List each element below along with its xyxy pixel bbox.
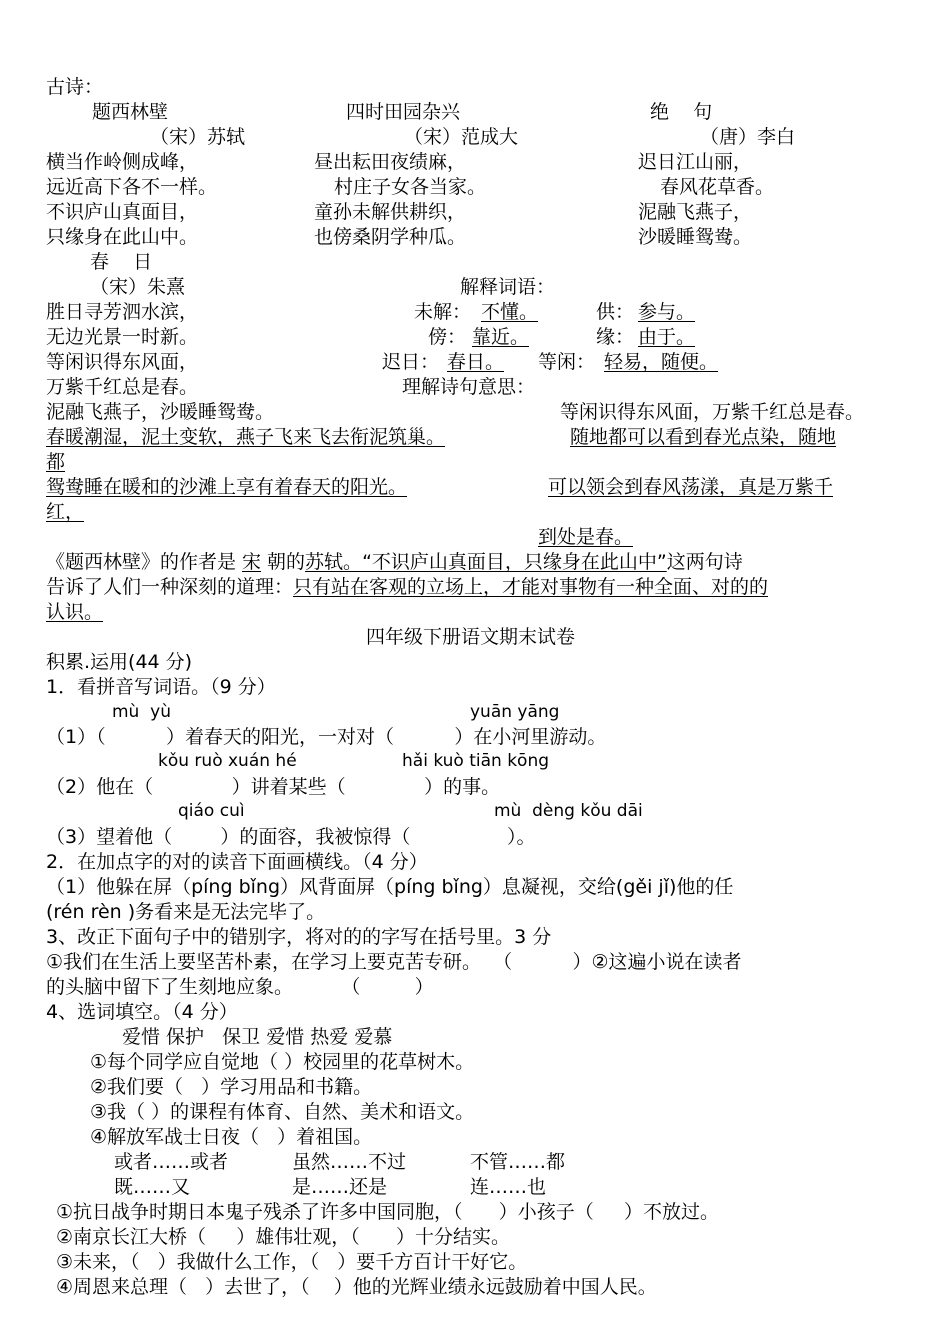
vocab-answer: 不懂。 xyxy=(481,301,539,323)
meaning-right-answer: 到处是春。 xyxy=(538,526,634,548)
poem-line: 万紫千红总是春。 xyxy=(46,376,199,398)
poem-line: 昼出耘田夜绩麻， xyxy=(314,151,467,173)
vocab-label: 缘： xyxy=(596,326,635,348)
conjunction: 虽然……不过 xyxy=(292,1151,407,1173)
poem-line: 不识庐山真面目， xyxy=(46,201,199,223)
pinyin: kǒu ruò xuán hé xyxy=(158,751,297,771)
q1-sentence-2: （2）他在（ ）讲着某些（ ）的事。 xyxy=(46,776,501,798)
meaning-answer-wrap: 红， xyxy=(46,501,85,523)
vocab-label: 傍： xyxy=(428,326,467,348)
q3-heading: 3、改正下面句子中的错别字，将对的的字写在括号里。3 分 xyxy=(46,926,552,948)
poem-line: 春风花草香。 xyxy=(660,176,775,198)
poem-line: 迟日江山丽， xyxy=(638,151,753,173)
poem-line: 只缘身在此山中。 xyxy=(46,226,199,248)
meaning-right-line: 等闲识得东风面，万紫千红总是春。 xyxy=(560,401,865,423)
poem-author-3: （唐）李白 xyxy=(700,126,796,148)
poem-line: 沙暖睡鸳鸯。 xyxy=(638,226,753,248)
poem-author-2: （宋）范成大 xyxy=(404,126,519,148)
poem-line: 村庄子女各当家。 xyxy=(334,176,487,198)
q2-line-1: （1）他躲在屏（píng bǐng）风背面屏（píng bǐng）息凝视，交给(gěi jǐ)他的任 xyxy=(46,876,734,898)
qa-line-3: 认识。 xyxy=(46,601,104,623)
q4-item: ②我们要（ ）学习用品和书籍。 xyxy=(90,1076,373,1098)
conjunction: 既……又 xyxy=(114,1176,191,1198)
poem-line: 胜日寻芳泗水滨， xyxy=(46,301,199,323)
q4-item: ③我（ ）的课程有体育、自然、美术和语文。 xyxy=(90,1101,475,1123)
q1-sentence-1: （1）（ ）着春天的阳光，一对对（ ）在小河里游动。 xyxy=(46,726,607,748)
pinyin: qiáo cuì xyxy=(178,801,245,821)
meaning-left-answer: 春暖潮湿，泥土变软，燕子飞来飞去衔泥筑巢。 xyxy=(46,426,446,448)
poem-title-3: 绝 句 xyxy=(650,101,713,123)
conjunction: 不管……都 xyxy=(470,1151,566,1173)
q4-heading: 4、选词填空。（4 分） xyxy=(46,1001,238,1023)
section-heading: 积累.运用(44 分) xyxy=(46,651,193,673)
vocab-label: 等闲： xyxy=(538,351,596,373)
vocab-answer: 春日。 xyxy=(447,351,505,373)
poem-title-1: 题西林壁 xyxy=(92,101,169,123)
q3-line-2: 的头脑中留下了生刻地应象。 （ ） xyxy=(46,976,434,998)
q4-item: ④解放军战士日夜（ ）着祖国。 xyxy=(90,1126,373,1148)
q3-line-1: ①我们在生活上要坚苦朴素，在学习上要克苦专研。 （ ）②这遍小说在读者 xyxy=(46,951,742,973)
intro-label: 古诗： xyxy=(46,76,104,98)
pinyin: mù yù xyxy=(112,702,171,722)
vocab-heading: 解释词语： xyxy=(460,276,556,298)
poem-line: 无边光景一时新。 xyxy=(46,326,199,348)
poem-line: 童孙未解供耕织， xyxy=(314,201,467,223)
q1-heading: 1．看拼音写词语。（9 分） xyxy=(46,676,276,698)
pinyin: hǎi kuò tiān kōng xyxy=(402,751,550,771)
poem-author-1: （宋）苏轼 xyxy=(150,126,246,148)
conjunction: 或者……或者 xyxy=(114,1151,229,1173)
q4-item: ①每个同学应自觉地（ ）校园里的花草树木。 xyxy=(90,1051,475,1073)
poem-line: 等闲识得东风面， xyxy=(46,351,199,373)
pinyin: yuān yāng xyxy=(470,702,560,722)
qa-line-2: 告诉了人们一种深刻的道理：只有站在客观的立场上，才能对事物有一种全面、对的的 xyxy=(46,576,769,598)
vocab-label: 未解： xyxy=(414,301,472,323)
q4-item: ①抗日战争时期日本鬼子残杀了许多中国同胞，（ ）小孩子（ ）不放过。 xyxy=(56,1201,719,1223)
vocab-answer: 参与。 xyxy=(638,301,696,323)
exam-title: 四年级下册语文期末试卷 xyxy=(366,626,576,648)
vocab-label: 迟日： xyxy=(382,351,440,373)
conjunction: 是……还是 xyxy=(292,1176,388,1198)
poem-line: 远近高下各不一样。 xyxy=(46,176,218,198)
q1-sentence-3: （3）望着他（ ）的面容，我被惊得（ ）。 xyxy=(46,826,536,848)
q4-item: ③未来，（ ）我做什么工作，（ ）要千方百计干好它。 xyxy=(56,1251,528,1273)
word-bank: 爱惜 保护 保卫 爱惜 热爱 爱慕 xyxy=(122,1026,393,1048)
meaning-right-answer: 可以领会到春风荡漾，真是万紫千 xyxy=(548,476,834,498)
conjunction: 连……也 xyxy=(470,1176,547,1198)
poem-line: 泥融飞燕子， xyxy=(638,201,753,223)
vocab-label: 供： xyxy=(596,301,635,323)
poem-title-4: 春 日 xyxy=(90,251,153,273)
meaning-left-line: 泥融飞燕子，沙暖睡鸳鸯。 xyxy=(46,401,275,423)
poem-title-2: 四时田园杂兴 xyxy=(346,101,461,123)
q2-line-2: (rén rèn )务看来是无法完毕了。 xyxy=(46,901,326,923)
poem-line: 横当作岭侧成峰， xyxy=(46,151,199,173)
q4-item: ②南京长江大桥（ ）雄伟壮观，（ ）十分结实。 xyxy=(56,1226,510,1248)
poem-author-4: （宋）朱熹 xyxy=(90,276,186,298)
pinyin: mù dèng kǒu dāi xyxy=(494,801,643,821)
meaning-right-answer: 随地都可以看到春光点染，随地 xyxy=(570,426,837,448)
q4-item: ④周恩来总理（ ）去世了，（ ）他的光辉业绩永远鼓励着中国人民。 xyxy=(56,1276,657,1298)
qa-line-1: 《题西林壁》的作者是 宋 朝的苏轼。“不识庐山真面目，只缘身在此山中”这两句诗 xyxy=(46,551,743,573)
q2-heading: 2．在加点字的对的读音下面画横线。（4 分） xyxy=(46,851,428,873)
meaning-left-answer: 鸳鸯睡在暖和的沙滩上享有着春天的阳光。 xyxy=(46,476,408,498)
meaning-answer-wrap: 都 xyxy=(46,451,66,473)
vocab-answer: 靠近。 xyxy=(472,326,530,348)
meaning-heading: 理解诗句意思： xyxy=(402,376,536,398)
poem-line: 也傍桑阴学种瓜。 xyxy=(314,226,467,248)
vocab-answer: 轻易，随便。 xyxy=(604,351,719,373)
vocab-answer: 由于。 xyxy=(638,326,696,348)
